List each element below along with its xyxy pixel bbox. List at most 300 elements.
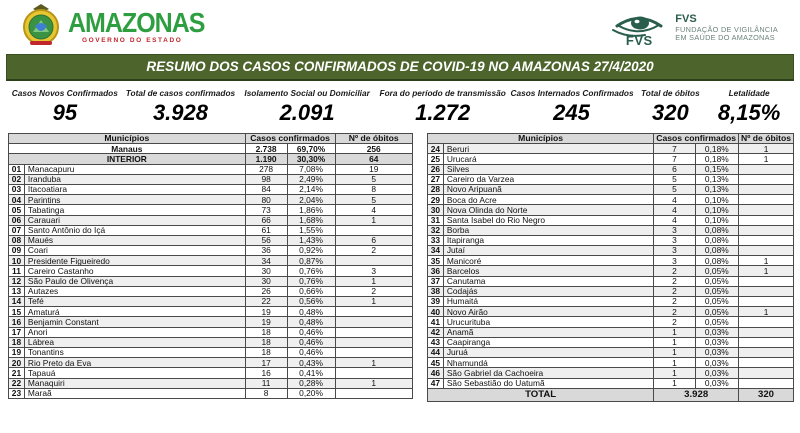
deaths-value [739,235,794,245]
municipality-name: Urucará [443,154,653,164]
deaths-value: 4 [335,205,412,215]
municipality-name: São Gabriel da Cachoeira [443,368,653,378]
manaus-summary-row [9,144,413,154]
row-number: 15 [9,307,25,317]
header-obitos: Nº de óbitos [335,134,412,144]
table-header-row [427,134,793,144]
row-number: 12 [9,276,25,286]
interior-summary-row [9,154,413,164]
cases-value: 2.738 [245,144,287,154]
row-number: 35 [427,256,443,266]
cases-value: 3 [654,256,695,266]
cases-value: 1 [654,347,695,357]
percent-value: 0,18% [695,154,738,164]
stat-out-of-transmission [375,88,511,126]
row-number: 45 [427,358,443,368]
header-municipios: Municípios [427,134,653,144]
municipality-name: Careiro Castanho [24,266,245,276]
row-number: 13 [9,286,25,296]
deaths-value [739,327,794,337]
row-number: 46 [427,368,443,378]
row-number: 14 [9,297,25,307]
total-cases-value: 3.928 [654,388,739,401]
stat-label: Letalidade [728,88,770,98]
amazonas-logo-text [68,7,205,45]
percent-value: 0,08% [695,235,738,245]
cases-value: 19 [245,307,287,317]
cases-value: 4 [654,215,695,225]
stat-isolation [239,88,375,126]
municipality-row [427,174,793,184]
cases-value: 7 [654,144,695,154]
cases-value: 18 [245,347,287,357]
percent-value: 0,92% [287,246,335,256]
deaths-value [335,337,412,347]
municipality-row [427,358,793,368]
total-row [427,388,793,401]
row-number: 07 [9,225,25,235]
fvs-logo [611,10,786,47]
stat-value: 3.928 [152,100,208,125]
cases-value: 84 [245,184,287,194]
municipality-name: Benjamin Constant [24,317,245,327]
municipality-row [427,297,793,307]
deaths-value: 1 [739,154,794,164]
cases-table-left [8,133,413,399]
row-number: 23 [9,388,25,398]
cases-value: 36 [245,246,287,256]
municipality-row [9,164,413,174]
percent-value: 0,41% [287,368,335,378]
municipality-row [427,164,793,174]
municipality-row [427,154,793,164]
deaths-value: 8 [335,184,412,194]
header-casos: Casos confirmados [245,134,335,144]
cases-value: 73 [245,205,287,215]
municipality-row [9,246,413,256]
deaths-value [335,225,412,235]
municipality-name: Lábrea [24,337,245,347]
municipality-name: Anamã [443,327,653,337]
municipality-name: Autazes [24,286,245,296]
municipality-row [9,235,413,245]
cases-value: 7 [654,154,695,164]
percent-value: 0,10% [695,215,738,225]
deaths-value: 1 [739,256,794,266]
percent-value: 0,08% [695,225,738,235]
municipality-row [427,378,793,388]
percent-value: 0,03% [695,347,738,357]
percent-value: 0,56% [287,297,335,307]
total-deaths-value: 320 [739,388,794,401]
municipality-row [427,225,793,235]
cases-value: 4 [654,205,695,215]
municipality-name: Iranduba [24,174,245,184]
row-number: 09 [9,246,25,256]
municipality-row [427,205,793,215]
deaths-value [739,246,794,256]
municipality-row [9,337,413,347]
fvs-name-line1: FUNDAÇÃO DE VIGILÂNCIA [675,24,778,34]
cases-value: 2 [654,297,695,307]
municipality-row [427,144,793,154]
cases-value: 8 [245,388,287,398]
cases-value: 3 [654,225,695,235]
cases-value: 2 [654,317,695,327]
stat-value: 95 [52,100,78,125]
municipality-row [427,256,793,266]
deaths-value [739,297,794,307]
cases-value: 34 [245,256,287,266]
deaths-value [739,337,794,347]
row-number: 22 [9,378,25,388]
municipality-row [427,337,793,347]
cases-value: 17 [245,358,287,368]
row-number: 27 [427,174,443,184]
percent-value: 0,03% [695,358,738,368]
row-number: 25 [427,154,443,164]
deaths-value [335,388,412,398]
total-label: TOTAL [427,388,653,401]
municipality-name: Careiro da Varzea [443,174,653,184]
deaths-value: 1 [335,297,412,307]
cases-value: 19 [245,317,287,327]
percent-value: 0,03% [695,327,738,337]
percent-value: 0,46% [287,347,335,357]
deaths-value: 1 [739,307,794,317]
municipality-name: Maraã [24,388,245,398]
cases-value: 30 [245,276,287,286]
cases-value: 2 [654,266,695,276]
cases-value: 3 [654,235,695,245]
municipality-row [9,215,413,225]
municipality-row [9,327,413,337]
cases-value: 80 [245,195,287,205]
cases-value: 61 [245,225,287,235]
municipality-row [9,286,413,296]
row-number: 30 [427,205,443,215]
municipality-name: INTERIOR [9,154,246,164]
municipality-row [9,388,413,398]
municipality-row [9,368,413,378]
municipality-name: Santo Antônio do Içá [24,225,245,235]
deaths-value [335,256,412,266]
row-number: 03 [9,184,25,194]
deaths-value [739,205,794,215]
row-number: 41 [427,317,443,327]
cases-value: 1 [654,327,695,337]
percent-value: 0,13% [695,174,738,184]
municipality-name: Manaquiri [24,378,245,388]
municipality-row [427,347,793,357]
header-casos: Casos confirmados [654,134,739,144]
deaths-value: 64 [335,154,412,164]
municipality-name: Barcelos [443,266,653,276]
stat-hospitalized [510,88,632,126]
cases-value: 66 [245,215,287,225]
row-number: 40 [427,307,443,317]
deaths-value [739,286,794,296]
deaths-value [739,174,794,184]
amazonas-logo-title: AMAZONAS [68,7,205,39]
percent-value: 0,46% [287,337,335,347]
municipality-row [9,266,413,276]
municipality-row [427,215,793,225]
percent-value: 69,70% [287,144,335,154]
deaths-value: 1 [739,266,794,276]
row-number: 32 [427,225,443,235]
row-number: 06 [9,215,25,225]
percent-value: 0,48% [287,307,335,317]
deaths-value [335,347,412,357]
percent-value: 0,13% [695,184,738,194]
percent-value: 0,03% [695,368,738,378]
municipality-row [427,286,793,296]
municipality-name: Codajás [443,286,653,296]
municipality-row [9,225,413,235]
deaths-value [335,327,412,337]
municipality-name: Caapiranga [443,337,653,347]
cases-value: 5 [654,174,695,184]
cases-value: 5 [654,184,695,194]
municipality-row [9,297,413,307]
cases-value: 1 [654,378,695,388]
cases-value: 22 [245,297,287,307]
municipality-name: Humaitá [443,297,653,307]
municipality-row [427,246,793,256]
municipality-name: Parintins [24,195,245,205]
stat-value: 245 [553,100,590,125]
municipality-name: Novo Aripuanã [443,184,653,194]
municipality-name: Santa Isabel do Rio Negro [443,215,653,225]
municipality-name: Manacapuru [24,164,245,174]
municipality-row [427,195,793,205]
municipality-row [427,317,793,327]
deaths-value [739,195,794,205]
deaths-value [739,368,794,378]
cases-value: 30 [245,266,287,276]
percent-value: 0,05% [695,266,738,276]
percent-value: 0,10% [695,195,738,205]
row-number: 29 [427,195,443,205]
summary-stats [0,81,800,129]
stat-label: Total de casos confirmados [125,88,236,98]
municipality-row [9,307,413,317]
percent-value: 1,55% [287,225,335,235]
deaths-value: 2 [335,246,412,256]
cases-value: 56 [245,235,287,245]
row-number: 04 [9,195,25,205]
municipality-row [9,195,413,205]
cases-value: 1 [654,337,695,347]
cases-value: 4 [654,195,695,205]
stat-lethality [708,88,790,126]
row-number: 20 [9,358,25,368]
municipality-name: Rio Preto da Eva [24,358,245,368]
percent-value: 0,28% [287,378,335,388]
municipality-name: Itapiranga [443,235,653,245]
deaths-value [335,317,412,327]
municipality-row [427,368,793,378]
municipality-name: Beruri [443,144,653,154]
percent-value: 1,43% [287,235,335,245]
deaths-value: 5 [335,174,412,184]
deaths-value: 1 [335,215,412,225]
header-obitos: Nº de óbitos [739,134,794,144]
fvs-acronym: FVS [675,13,697,26]
stat-value: 8,15% [717,100,781,125]
cases-table-right [427,133,794,402]
municipality-row [9,358,413,368]
municipality-name: Presidente Figueiredo [24,256,245,266]
percent-value: 0,05% [695,317,738,327]
percent-value: 0,08% [695,246,738,256]
municipality-name: Borba [443,225,653,235]
row-number: 17 [9,327,25,337]
row-number: 42 [427,327,443,337]
cases-value: 18 [245,327,287,337]
fvs-name-line2: EM SAÚDE DO AMAZONAS [675,33,775,43]
cases-value: 18 [245,337,287,347]
cases-value: 2 [654,307,695,317]
row-number: 02 [9,174,25,184]
cases-value: 278 [245,164,287,174]
stat-label: Fora do período de transmissão [379,88,506,98]
percent-value: 0,46% [287,327,335,337]
cases-value: 2 [654,276,695,286]
row-number: 26 [427,164,443,174]
percent-value: 0,48% [287,317,335,327]
municipality-name: Canutama [443,276,653,286]
stat-label: Isolamento Social ou Domiciliar [244,88,370,98]
table-header-row [9,134,413,144]
fvs-eye-icon [611,10,667,47]
row-number: 11 [9,266,25,276]
municipality-name: São Paulo de Olivença [24,276,245,286]
deaths-value [739,215,794,225]
header-municipios: Municípios [9,134,246,144]
percent-value: 2,14% [287,184,335,194]
row-number: 43 [427,337,443,347]
percent-value: 0,03% [695,378,738,388]
percent-value: 2,04% [287,195,335,205]
deaths-value [739,347,794,357]
municipality-name: Tonantins [24,347,245,357]
stat-value: 1.272 [415,100,471,125]
row-number: 47 [427,378,443,388]
municipality-row [9,378,413,388]
percent-value: 0,87% [287,256,335,266]
municipality-name: Anori [24,327,245,337]
percent-value: 0,66% [287,286,335,296]
municipality-name: Tefé [24,297,245,307]
stat-total-deaths [632,88,708,126]
row-number: 16 [9,317,25,327]
report-title-banner: RESUMO DOS CASOS CONFIRMADOS DE COVID-19 NO AMAZONAS 27/4/2020 [6,54,794,81]
municipality-name: Juruá [443,347,653,357]
municipality-name: Carauari [24,215,245,225]
cases-value: 1 [654,358,695,368]
deaths-value: 3 [335,266,412,276]
municipality-row [9,347,413,357]
page-header [0,0,800,54]
deaths-value: 19 [335,164,412,174]
deaths-value [739,225,794,235]
percent-value: 2,49% [287,174,335,184]
percent-value: 0,10% [695,205,738,215]
municipality-name: Amaturá [24,307,245,317]
deaths-value: 1 [335,276,412,286]
row-number: 08 [9,235,25,245]
municipality-row [9,317,413,327]
stat-value: 2.091 [279,100,335,125]
deaths-value: 5 [335,195,412,205]
percent-value: 1,86% [287,205,335,215]
deaths-value: 2 [335,286,412,296]
municipality-tables [8,133,794,402]
municipality-name: Nhamundá [443,358,653,368]
cases-value: 16 [245,368,287,378]
cases-value: 26 [245,286,287,296]
deaths-value: 1 [335,378,412,388]
stat-value: 320 [652,100,689,125]
municipality-name: Manicoré [443,256,653,266]
percent-value: 0,05% [695,307,738,317]
municipality-row [9,174,413,184]
municipality-row [9,184,413,194]
row-number: 10 [9,256,25,266]
percent-value: 0,03% [695,337,738,347]
amazonas-logo-subtitle: GOVERNO DO ESTADO [82,37,183,45]
cases-value: 98 [245,174,287,184]
municipality-row [427,266,793,276]
stat-label: Casos Novos Confirmados [11,88,118,98]
percent-value: 0,05% [695,276,738,286]
municipality-name: Novo Airão [443,307,653,317]
municipality-name: Nova Olinda do Norte [443,205,653,215]
row-number: 05 [9,205,25,215]
row-number: 24 [427,144,443,154]
percent-value: 1,68% [287,215,335,225]
stat-total-cases [122,88,240,126]
percent-value: 7,08% [287,164,335,174]
percent-value: 0,15% [695,164,738,174]
stat-label: Casos Internados Confirmados [510,88,634,98]
cases-value: 6 [654,164,695,174]
deaths-value [739,378,794,388]
percent-value: 0,08% [695,256,738,266]
fvs-logo-text [675,13,778,42]
percent-value: 0,20% [287,388,335,398]
municipality-name: Boca do Acre [443,195,653,205]
percent-value: 30,30% [287,154,335,164]
cases-value: 1 [654,368,695,378]
percent-value: 0,18% [695,144,738,154]
municipality-row [427,276,793,286]
cases-value: 2 [654,286,695,296]
municipality-row [9,205,413,215]
municipality-name: Coari [24,246,245,256]
deaths-value: 1 [739,144,794,154]
municipality-row [427,327,793,337]
deaths-value: 1 [335,358,412,368]
deaths-value [739,276,794,286]
deaths-value [739,358,794,368]
percent-value: 0,76% [287,276,335,286]
deaths-value [335,307,412,317]
municipality-row [427,235,793,245]
row-number: 21 [9,368,25,378]
